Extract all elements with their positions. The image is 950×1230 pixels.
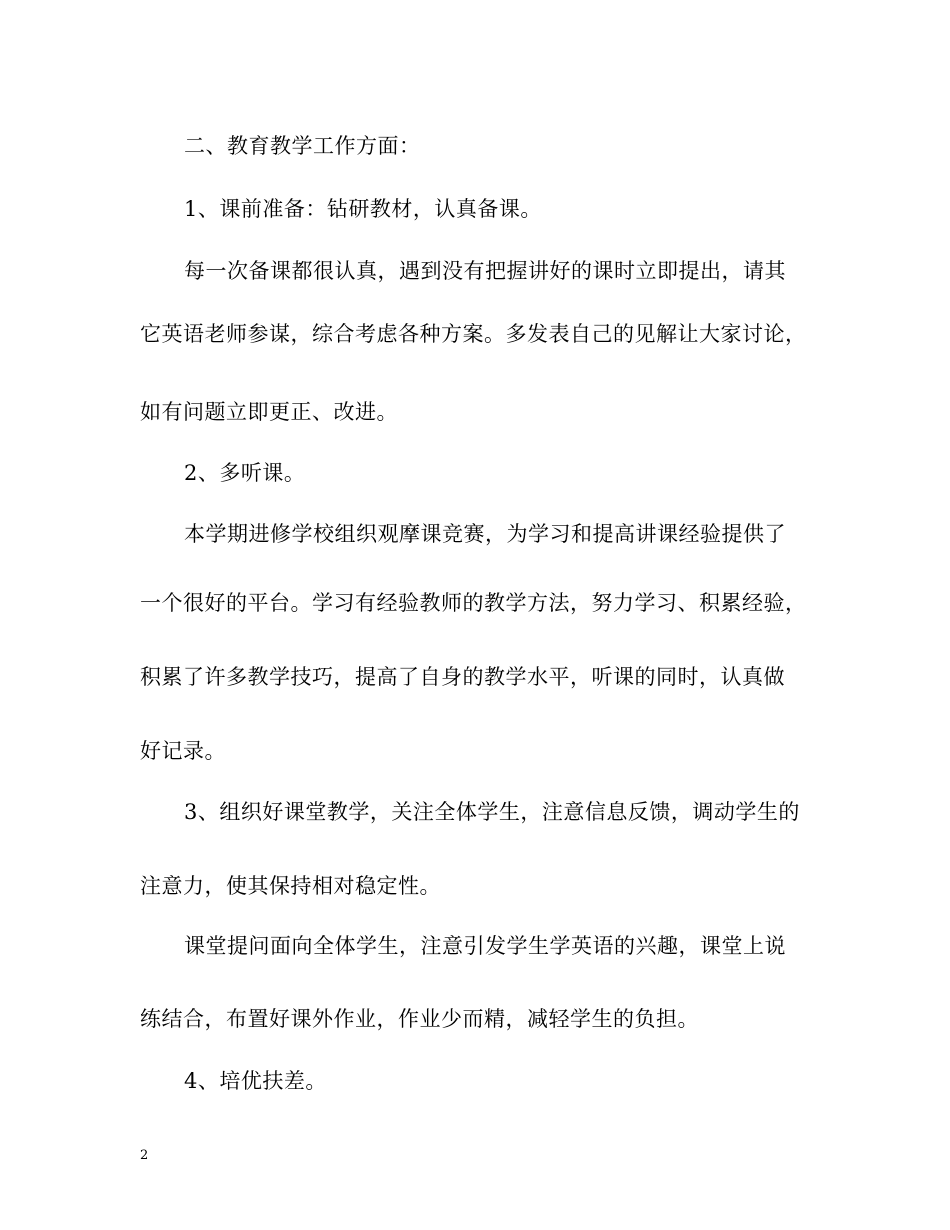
page-number: 2: [140, 1148, 149, 1163]
paragraph-line: 每一次备课都很认真，遇到没有把握讲好的课时立即提出，请其: [184, 259, 786, 283]
paragraph-line: 一个很好的平台。学习有经验教师的教学方法，努力学习、积累经验，: [140, 591, 807, 615]
paragraph-line: 好记录。: [140, 739, 226, 763]
paragraph-line: 本学期进修学校组织观摩课竞赛，为学习和提高讲课经验提供了: [184, 522, 786, 546]
paragraph-line: 练结合，布置好课外作业，作业少而精，减轻学生的负担。: [140, 1007, 699, 1031]
paragraph-line: 积累了许多教学技巧，提高了自身的教学水平，听课的同时，认真做: [140, 665, 785, 689]
paragraph-line: 如有问题立即更正、改进。: [140, 400, 398, 424]
list-item-heading: 1、课前准备：钻研教材，认真备课。: [184, 197, 542, 221]
paragraph-line: 它英语老师参谋，综合考虑各种方案。多发表自己的见解让大家讨论，: [140, 322, 807, 346]
section-heading: 二、教育教学工作方面：: [184, 134, 421, 158]
list-item-heading: 2、多听课。: [184, 461, 306, 485]
paragraph-line: 注意力，使其保持相对稳定性。: [140, 874, 441, 898]
paragraph-line: 课堂提问面向全体学生，注意引发学生学英语的兴趣，课堂上说: [184, 934, 786, 958]
list-item-heading: 3、组织好课堂教学，关注全体学生，注意信息反馈，调动学生的: [184, 800, 800, 824]
list-item-heading: 4、培优扶差。: [184, 1069, 327, 1093]
